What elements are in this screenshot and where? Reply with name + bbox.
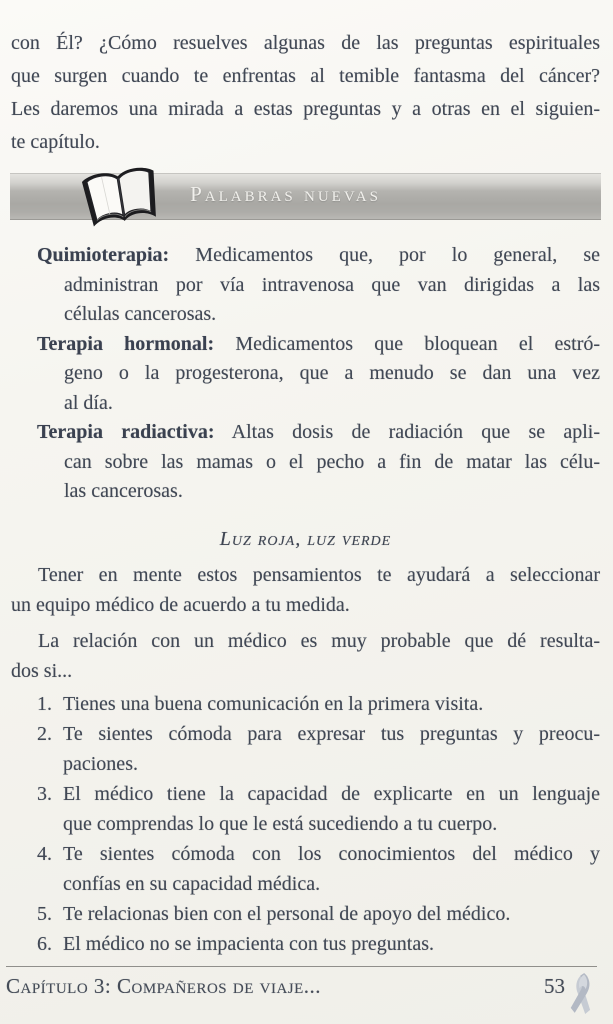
intro-paragraph <box>11 27 600 159</box>
definitions-section <box>37 241 600 507</box>
text-line: administran por vía intravenosa que van dirigidas a las <box>64 273 600 296</box>
list-item-number: 1. <box>37 692 52 715</box>
vocab-banner-title: Palabras nuevas <box>190 182 381 206</box>
list-item <box>37 839 600 899</box>
definition-text: Medicamentos que bloquean el estró- <box>235 332 601 355</box>
text-line: paciones. <box>63 752 138 775</box>
definition-first-line <box>37 241 600 271</box>
definition-terapia-radiactiva <box>37 418 600 507</box>
text-line: Tener en mente estos pensamientos te ayudará a seleccionar <box>38 563 600 586</box>
list-item <box>37 719 600 779</box>
list-item-text <box>63 899 600 929</box>
list-item-number: 4. <box>37 842 52 865</box>
awareness-ribbon-icon <box>567 970 597 1018</box>
text-line: Te sientes cómoda para expresar tus preguntas y preocu- <box>63 722 600 745</box>
list-item <box>37 779 600 839</box>
text-line: Te relacionas bien con el personal de apoyo del médico. <box>63 902 511 925</box>
definition-continuation <box>64 359 600 418</box>
list-item <box>37 899 600 929</box>
text-line: te capítulo. <box>11 131 100 153</box>
text-line: las cancerosas. <box>64 480 183 502</box>
definition-text: Altas dosis de radiación que se apli- <box>231 421 601 443</box>
definition-first-line <box>37 418 600 448</box>
list-item-text <box>63 779 600 839</box>
text-line: dos si... <box>11 659 73 682</box>
list-item-text <box>63 689 600 719</box>
list-item <box>37 929 600 959</box>
list-item-number: 3. <box>37 782 52 805</box>
numbered-list <box>37 689 600 959</box>
list-item-number: 2. <box>37 722 52 745</box>
list-item-text <box>63 929 600 959</box>
paragraph <box>11 560 600 620</box>
text-line: La relación con un médico es muy probable que dé resulta- <box>38 629 600 652</box>
text-line: Les daremos una mirada a estas preguntas y a otras en el siguien- <box>11 98 600 120</box>
section-heading: Luz roja, luz verde <box>219 527 392 550</box>
definition-term: Quimioterapia: <box>37 244 170 266</box>
text-line: con Él? ¿Cómo resuelves algunas de las preguntas espirituales <box>11 32 600 54</box>
list-item-number: 5. <box>37 902 52 925</box>
text-line: que comprendas lo que le está sucediendo a tu cuerpo. <box>63 812 498 835</box>
text-line: al día. <box>64 391 113 414</box>
definition-term: Terapia radiactiva: <box>37 421 215 443</box>
page-footer <box>6 966 597 1018</box>
text-line: Tienes una buena comunicación en la primera visita. <box>63 692 484 715</box>
text-line: que surgen cuando te enfrentas al temible fantasma del cáncer? <box>11 65 600 87</box>
page-number: 53 <box>544 974 565 998</box>
text-line: células cancerosas. <box>64 303 217 325</box>
vocab-banner <box>10 173 601 220</box>
definition-quimioterapia <box>37 241 600 330</box>
open-book-icon <box>80 164 162 230</box>
text-line: El médico no se impacienta con tus preguntas. <box>63 932 435 955</box>
text-line: El médico tiene la capacidad de explicarte en un lenguaje <box>63 782 600 805</box>
chapter-label: Capítulo 3: Compañeros de viaje... <box>6 974 322 998</box>
definition-continuation <box>64 271 600 330</box>
list-item <box>37 689 600 719</box>
definition-continuation <box>64 448 600 507</box>
text-line: confías en su capacidad médica. <box>63 872 321 895</box>
list-item-text <box>63 839 600 899</box>
definition-term: Terapia hormonal: <box>37 332 215 355</box>
list-item-text <box>63 719 600 779</box>
text-line: Te sientes cómoda con los conocimientos del médico y <box>63 842 600 865</box>
text-line: geno o la progesterona, que a menudo se dan una vez <box>64 362 600 384</box>
text-line: un equipo médico de acuerdo a tu medida. <box>11 593 350 616</box>
definition-terapia-hormonal <box>37 330 600 419</box>
paragraph <box>11 626 600 686</box>
definition-text: Medicamentos que, por lo general, se <box>195 244 600 266</box>
definition-first-line <box>37 330 600 360</box>
text-line: can sobre las mamas o el pecho a fin de matar las célu- <box>64 450 600 473</box>
list-item-number: 6. <box>37 932 52 955</box>
